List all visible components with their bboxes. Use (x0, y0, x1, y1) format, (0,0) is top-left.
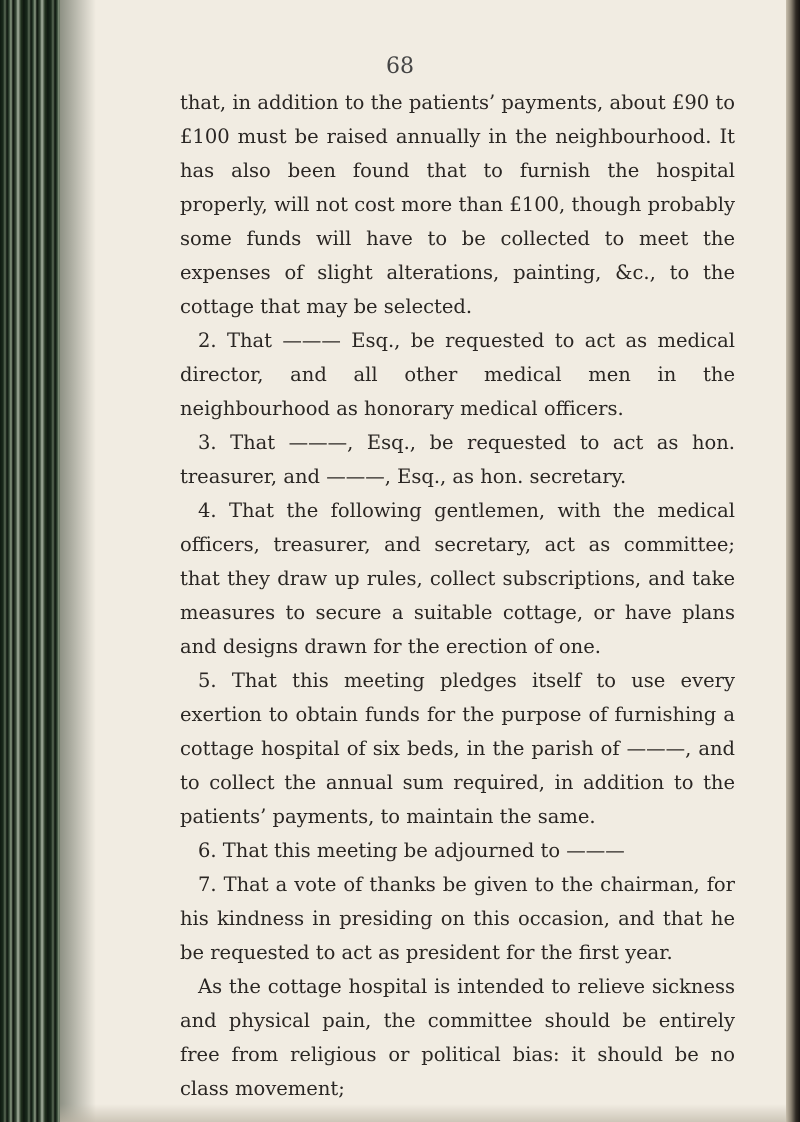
paragraph-6: 6. That this meeting be adjourned to ——— (198, 839, 625, 862)
paragraph-8: As the cottage hospital is intended to relieve sickness and physical pain, the committee should be entirely free from religious or political bias: it should be no class movement; (180, 975, 735, 1100)
paragraph-5: 5. That this meeting pledges itself to use every exertion to obtain funds for the purpose of furnishing a cottage hospital of six beds, in the parish of ———, and to collect the annual sum required, in addition to the patients’ payments, to maintain the same. (180, 669, 735, 828)
paragraph-3: 3. That ———, Esq., be requested to act as hon. treasurer, and ———, Esq., as hon. secretary. (180, 431, 735, 488)
paragraph-4: 4. That the following gentlemen, with the medical officers, treasurer, and secretary, act as committee; that they draw up rules, collect subscriptions, and take measures to secure a suitable cottage, or have plans and designs drawn for the erection of one. (180, 499, 735, 658)
page-right-edge (786, 0, 800, 1122)
paragraph-2: 2. That ——— Esq., be requested to act as medical director, and all other medical men in the neighbourhood as honorary medical officers. (180, 329, 735, 420)
page-number: 68 (386, 54, 414, 79)
body-text (180, 86, 735, 1106)
paragraph-1: that, in addition to the patients’ payments, about £90 to £100 must be raised annually in the neighbourhood. It has also been found that to furnish the hospital properly, will not cost more than £100, though probably some funds will have to be collected to meet the expenses of slight alterations, painting, &c., to the cottage that may be selected. (180, 91, 735, 318)
paragraph-7: 7. That a vote of thanks be given to the chairman, for his kindness in presiding on this occasion, and that he be requested to act as president for the first year. (180, 873, 735, 964)
page-binding-gutter (0, 0, 60, 1122)
page-bottom-shade (60, 1104, 786, 1122)
